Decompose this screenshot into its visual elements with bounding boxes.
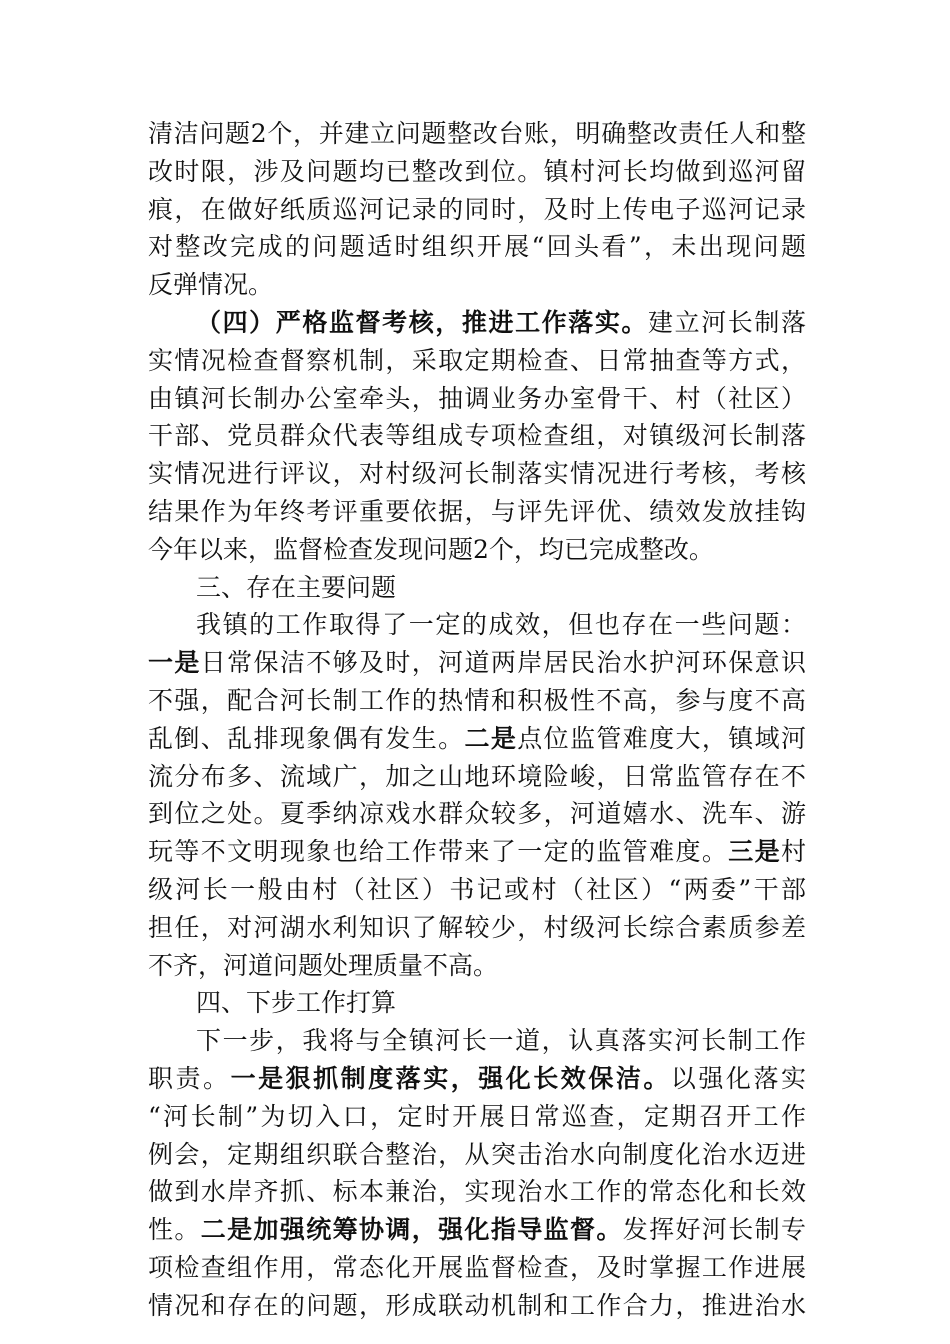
text-run: 发挥好河长制专 xyxy=(622,1215,806,1245)
text-line: 痕，在做好纸质巡河记录的同时，及时上传电子巡河记录 xyxy=(148,194,806,224)
text-line: 不强，配合河长制工作的热情和积极性不高，参与度不高 xyxy=(148,685,806,715)
text-line: 干部、党员群众代表等组成专项检查组，对镇级河长制落 xyxy=(148,421,806,451)
text-line xyxy=(148,833,806,871)
paragraph-4 xyxy=(148,1022,806,1324)
text-line xyxy=(148,1211,806,1249)
text-line: 不齐，河道问题处理质量不高。 xyxy=(148,950,499,980)
text-run: 职责。 xyxy=(148,1063,231,1093)
section-heading-4: 四、下步工作打算 xyxy=(196,988,397,1018)
text-line: 到位之处。夏季纳凉戏水群众较多，河道嬉水、洗车、游 xyxy=(148,799,806,829)
text-line: 我镇的工作取得了一定的成效，但也存在一些问题： xyxy=(196,610,806,640)
text-line: 做到水岸齐抓、标本兼治，实现治水工作的常态化和长效 xyxy=(148,1177,806,1207)
text-line: 改时限，涉及问题均已整改到位。镇村河长均做到巡河留 xyxy=(148,156,806,186)
text-run: 以强化落实 xyxy=(670,1063,806,1093)
text-line: 担任，对河湖水利知识了解较少，村级河长综合素质参差 xyxy=(148,912,806,942)
text-line: 下一步，我将与全镇河长一道，认真落实河长制工作 xyxy=(196,1026,806,1056)
document-page xyxy=(148,115,806,1325)
text-line: 今年以来，监督检查发现问题2个，均已完成整改。 xyxy=(148,534,714,564)
text-line: 情况和存在的问题，形成联动机制和工作合力，推进治水 xyxy=(148,1290,806,1320)
text-line: 流分布多、流域广，加之山地环境险峻，日常监管存在不 xyxy=(148,761,806,791)
text-line: 项检查组作用，常态化开展监督检查，及时掌握工作进展 xyxy=(148,1252,806,1282)
text-line: 清洁问题2个，并建立问题整改台账，明确整改责任人和整 xyxy=(148,119,806,148)
text-line: 实情况检查督察机制，采取定期检查、日常抽查等方式， xyxy=(148,345,806,375)
text-line xyxy=(148,1060,806,1098)
bold-lead: （四）严格监督考核，推进工作落实。 xyxy=(196,307,649,337)
text-run: 点位监管难度大，镇域河 xyxy=(517,723,806,753)
text-run: 性。 xyxy=(148,1215,201,1245)
text-line: 例会，定期组织联合整治，从突击治水向制度化治水迈进 xyxy=(148,1139,806,1169)
paragraph-2 xyxy=(148,304,806,569)
bold-phrase: 二是加强统筹协调，强化指导监督。 xyxy=(200,1215,623,1245)
text-line xyxy=(148,644,806,682)
text-line: 反弹情况。 xyxy=(148,270,274,300)
text-line: “河长制”为切入口，定时开展日常巡查，定期召开工作 xyxy=(148,1101,806,1131)
text-run: 村 xyxy=(780,837,806,867)
paragraph-1 xyxy=(148,115,806,304)
section-heading-3: 三、存在主要问题 xyxy=(196,572,397,602)
text-line: 结果作为年终考评重要依据，与评先评优、绩效发放挂钩 xyxy=(148,496,806,526)
bold-marker: 三是 xyxy=(728,837,781,867)
text-run: 玩等不文明现象也给工作带来了一定的监管难度。 xyxy=(148,837,729,867)
text-line: 级河长一般由村（社区）书记或村（社区）“两委”干部 xyxy=(148,874,806,904)
bold-marker: 一是 xyxy=(148,648,201,678)
text-line: 由镇河长制办公室牵头，抽调业务办室骨干、村（社区） xyxy=(148,383,806,413)
text-run: 乱倒、乱排现象偶有发生。 xyxy=(148,723,465,753)
paragraph-3 xyxy=(148,606,806,984)
bold-marker: 二是 xyxy=(464,723,518,753)
bold-phrase: 一是狠抓制度落实，强化长效保洁。 xyxy=(230,1063,671,1093)
text-line: 实情况进行评议，对村级河长制落实情况进行考核，考核 xyxy=(148,459,806,489)
text-run: 日常保洁不够及时，河道两岸居民治水护河环保意识 xyxy=(200,648,806,678)
text-line xyxy=(148,304,806,342)
text-line xyxy=(148,720,806,758)
text-line: 对整改完成的问题适时组织开展“回头看”，未出现问题 xyxy=(148,232,806,262)
text-run: 建立河长制落 xyxy=(648,307,806,337)
